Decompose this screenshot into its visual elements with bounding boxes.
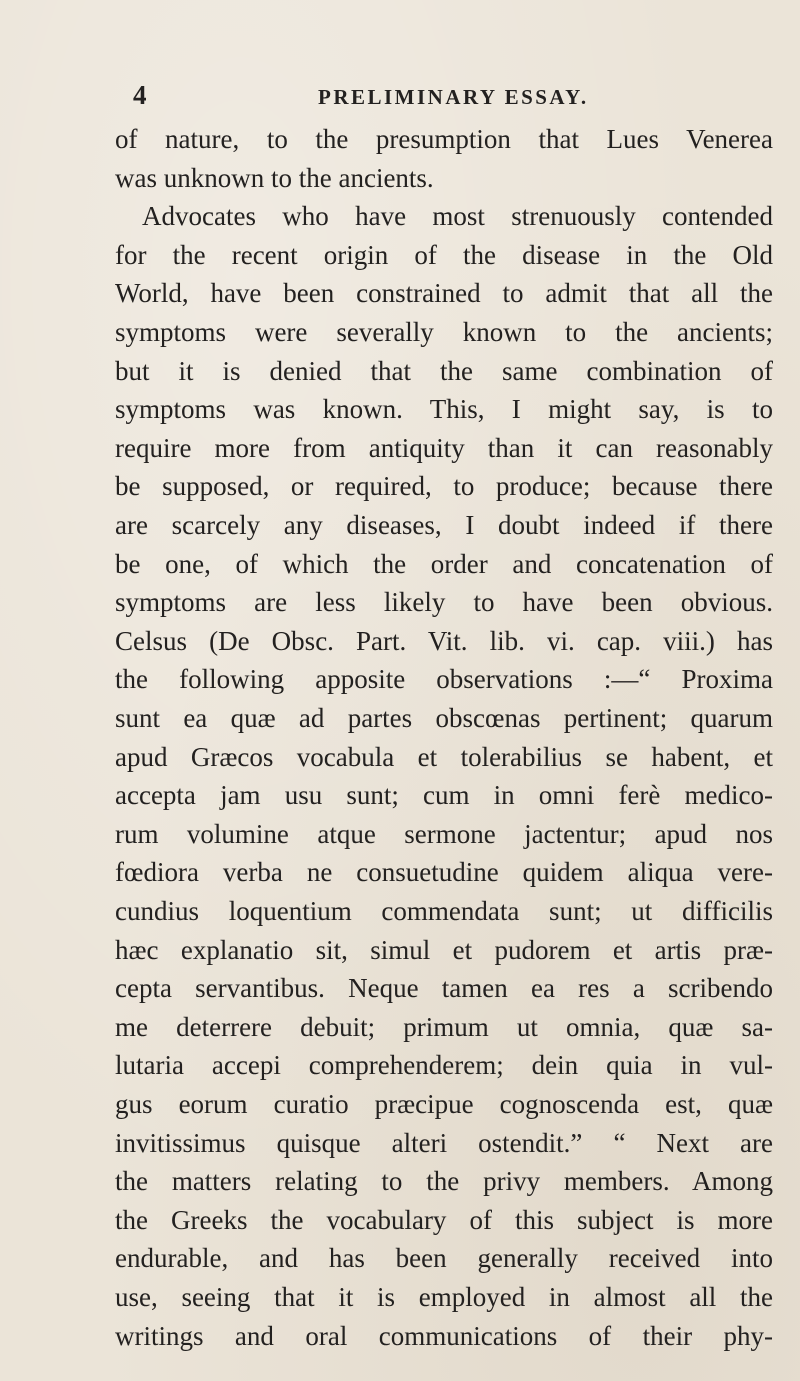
text-line: Celsus (De Obsc. Part. Vit. lib. vi. cap. viii.) has — [115, 625, 773, 656]
text-line: the following apposite observations :—“ Proxima — [115, 664, 773, 695]
text-line: accepta jam usu sunt; cum in omni ferè medico- — [115, 780, 773, 811]
page-number: 4 — [133, 80, 147, 110]
text-line: symptoms was known. This, I might say, is to — [115, 394, 773, 425]
text-line: the matters relating to the privy members. Among — [115, 1166, 773, 1197]
text-line: Advocates who have most strenuously contended — [142, 201, 773, 232]
page-header — [0, 80, 800, 110]
text-line: apud Græcos vocabula et tolerabilius se habent, et — [115, 741, 773, 772]
text-line: require more from antiquity than it can reasonably — [115, 432, 773, 463]
text-line: endurable, and has been generally received into — [115, 1243, 773, 1274]
text-line: cundius loquentium commendata sunt; ut difficilis — [115, 896, 773, 926]
text-line: but it is denied that the same combination of — [115, 355, 773, 386]
text-line: me deterrere debuit; primum ut omnia, quæ sa- — [115, 1011, 773, 1042]
text-line: sunt ea quæ ad partes obscœnas pertinent; quarum — [115, 703, 773, 733]
text-line: writings and oral communications of their phy- — [115, 1320, 773, 1351]
text-line: symptoms were severally known to the ancients; — [115, 317, 773, 347]
text-line: gus eorum curatio præcipue cognoscenda est, quæ — [115, 1089, 773, 1119]
running-head: PRELIMINARY ESSAY. — [318, 85, 589, 109]
text-line: hæc explanatio sit, simul et pudorem et artis præ- — [115, 934, 773, 965]
text-line: cepta servantibus. Neque tamen ea res a scribendo — [115, 973, 773, 1004]
text-line: for the recent origin of the disease in the Old — [115, 239, 773, 270]
text-line: was unknown to the ancients. — [115, 162, 434, 193]
text-line: the Greeks the vocabulary of this subject is more — [115, 1204, 773, 1235]
text-line: be one, of which the order and concatenation of — [115, 548, 773, 579]
text-line: are scarcely any diseases, I doubt indeed if there — [115, 510, 773, 540]
text-line: lutaria accepi comprehenderem; dein quia in vul- — [115, 1050, 773, 1081]
text-line: fœdiora verba ne consuetudine quidem aliqua vere- — [115, 857, 773, 888]
text-line: use, seeing that it is employed in almost all the — [115, 1282, 773, 1312]
text-line: rum volumine atque sermone jactentur; apud nos — [115, 818, 773, 849]
text-line: invitissimus quisque alteri ostendit.” “ Next are — [115, 1127, 773, 1158]
text-line: be supposed, or required, to produce; because there — [115, 471, 773, 502]
text-line: symptoms are less likely to have been obvious. — [115, 587, 773, 618]
text-line: of nature, to the presumption that Lues Venerea — [115, 124, 773, 154]
text-line: World, have been constrained to admit that all the — [115, 278, 773, 309]
